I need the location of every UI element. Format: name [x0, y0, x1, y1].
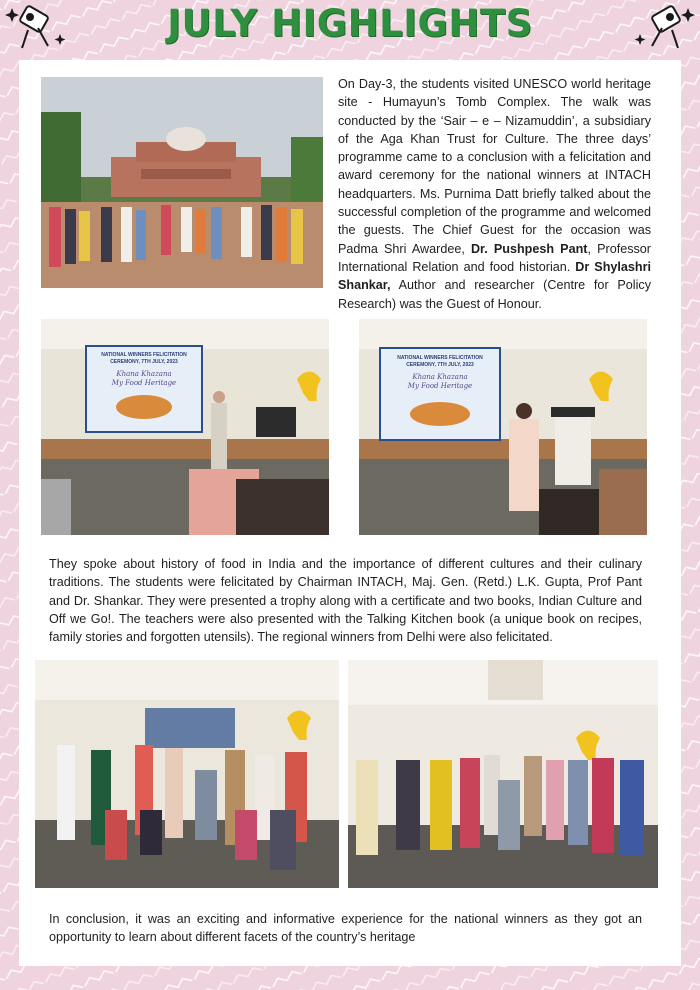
photo-guest-of-honour-speaking — [359, 319, 647, 535]
svg-text:Khana Khazana: Khana Khazana — [116, 370, 172, 378]
svg-text:CEREMONY, 7TH JULY, 2023: CEREMONY, 7TH JULY, 2023 — [110, 359, 178, 365]
svg-text:My Food Heritage: My Food Heritage — [407, 382, 473, 390]
page-title: JULY HIGHLIGHTS — [167, 2, 533, 45]
svg-text:CEREMONY, 7TH JULY, 2023: CEREMONY, 7TH JULY, 2023 — [406, 362, 474, 368]
svg-text:Khana Khazana: Khana Khazana — [412, 373, 468, 381]
slide-line-1: NATIONAL WINNERS FELICITATION — [101, 352, 187, 358]
svg-text:NATIONAL WINNERS FELICITATION: NATIONAL WINNERS FELICITATION — [397, 355, 483, 361]
conclusion-paragraph: In conclusion, it was an exciting and informative experience for the national winners as they got an opportunity to learn about different facets of the country’s heritage — [49, 912, 642, 945]
photo-humayuns-tomb-group — [41, 77, 323, 288]
photo-chief-guest-speaking — [41, 319, 329, 535]
photo-regional-winners-group — [348, 660, 658, 888]
photo-national-winners-group — [35, 660, 339, 888]
felicitation-paragraph: They spoke about history of food in India and the importance of different cultures and their culinary traditions. The students were felicitated by Chairman INTACH, Maj. Gen. (Retd.) L.K. Gupta, Prof Pant and Dr. Shankar. They were presented a trophy along with a certificate and two books, Indian Culture and Off we Go!. The teachers were also presented with the Talking Kitchen book (a unique book on recipes, family stories and forgotten utensils). The regional winners from Delhi were also felicitated. — [49, 557, 642, 645]
intro-paragraph: On Day-3, the students visited UNESCO world heritage site - Humayun’s Tomb Complex. The walk was conducted by the ‘Sair – e – Nizamuddin’, a subsidiary of the Aga Khan Trust for Culture. The three days’ programme came to a conclusion with a felicitation and award ceremony for the national winners at INTACH headquarters. Ms. Purnima Datt briefly talked about the successful completion of the programme and welcomed the guests. The Chief Guest for the occasion was Padma Shri Awardee, Dr. Pushpesh Pant, Professor International Relation and food historian. Dr Shylashri Shankar, Author and researcher (Centre for Policy Research) was the Guest of Honour. — [338, 77, 651, 311]
svg-text:My Food Heritage: My Food Heritage — [111, 379, 177, 387]
